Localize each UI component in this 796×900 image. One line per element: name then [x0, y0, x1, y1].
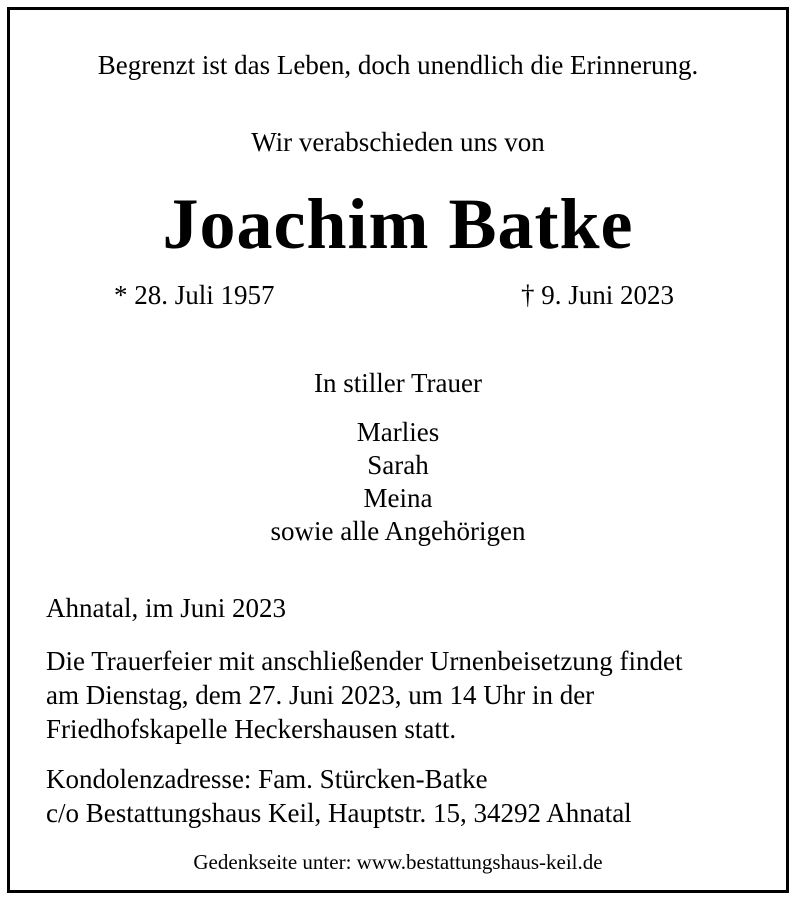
motto-quote: Begrenzt ist das Leben, doch unendlich die Erinnerung. [97, 50, 699, 80]
condolence-line: c/o Bestattungshaus Keil, Hauptstr. 15, 34292 Ahnatal [46, 798, 632, 828]
family-list [10, 416, 786, 548]
death-date: † 9. Juni 2023 [521, 280, 675, 310]
deceased-name: Joachim Batke [162, 184, 634, 264]
condolence-line: Kondolenzadresse: Fam. Stürcken-Batke [46, 764, 488, 794]
condolence-address [46, 762, 632, 830]
ceremony-line: Die Trauerfeier mit anschließender Urnenbeisetzung findet [46, 646, 683, 676]
memorial-website: Gedenkseite unter: www.bestattungshaus-keil.de [193, 850, 603, 874]
ceremony-paragraph [46, 644, 683, 746]
place-date: Ahnatal, im Juni 2023 [46, 593, 286, 623]
obituary-frame [7, 7, 789, 893]
family-member: Meina [363, 483, 433, 513]
intro-line: Wir verabschieden uns von [251, 127, 545, 157]
family-member: Sarah [367, 450, 429, 480]
family-relatives: sowie alle Angehörigen [270, 516, 526, 546]
birth-date: * 28. Juli 1957 [114, 280, 275, 310]
mourning-line: In stiller Trauer [314, 368, 482, 398]
family-member: Marlies [356, 417, 440, 447]
ceremony-line: am Dienstag, dem 27. Juni 2023, um 14 Uhr in der [46, 680, 595, 710]
ceremony-line: Friedhofskapelle Heckershausen statt. [46, 714, 457, 744]
